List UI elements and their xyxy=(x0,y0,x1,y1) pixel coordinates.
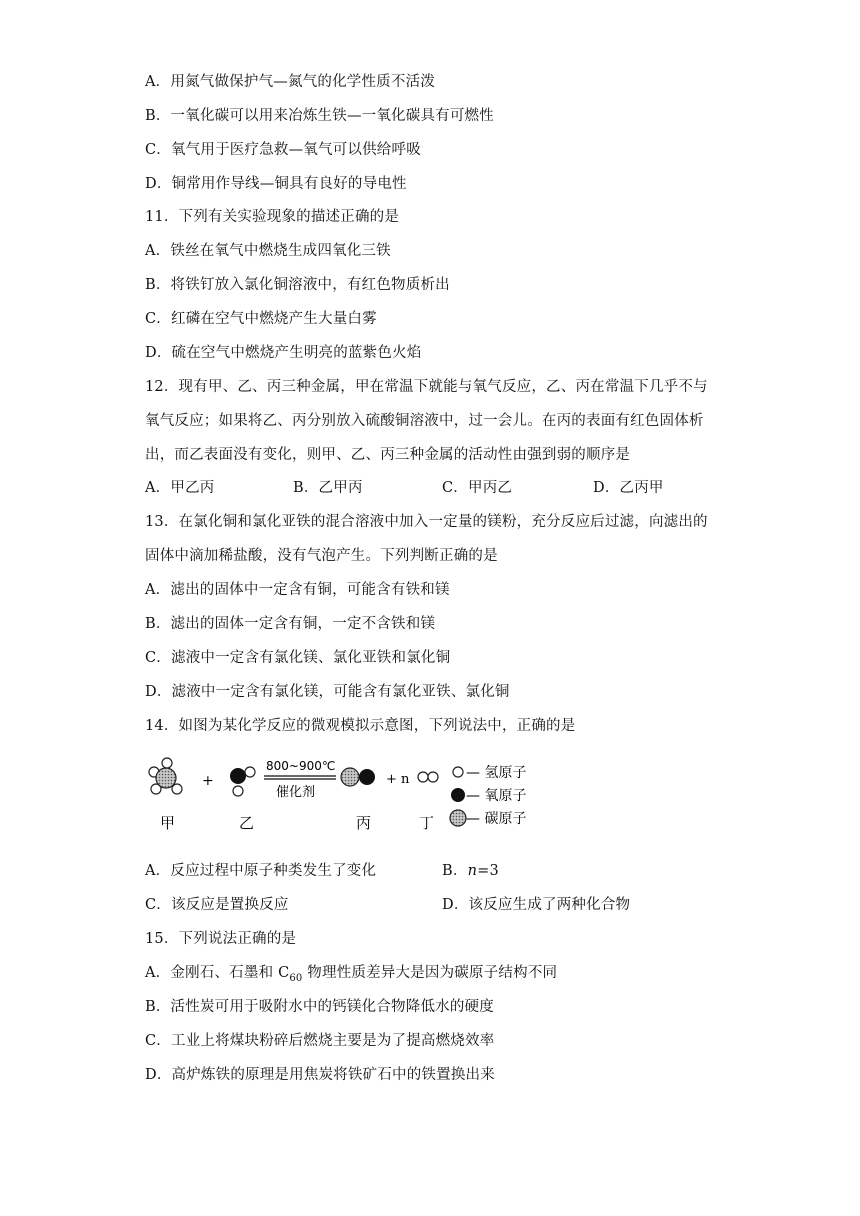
reaction-condition-temperature: 800~900℃ xyxy=(266,759,336,773)
q14-option-b xyxy=(442,861,499,881)
q15-option-a-suffix: 物理性质差异大是因为碳原子结构不同 xyxy=(302,965,558,981)
q13-option-a: A．滤出的固体中一定含有铜，可能含有铁和镁 xyxy=(145,582,450,598)
q12-stem-line-3: 出，而乙表面没有变化，则甲、乙、丙三种金属的活动性由强到弱的顺序是 xyxy=(145,447,631,463)
q11-option-d: D．硫在空气中燃烧产生明亮的蓝紫色火焰 xyxy=(145,345,422,361)
q13-option-c: C．滤液中一定含有氯化镁、氯化亚铁和氯化铜 xyxy=(145,650,451,666)
reaction-condition-catalyst: 催化剂 xyxy=(276,785,316,800)
q13-stem-line-1: 13．在氯化铜和氯化亚铁的混合溶液中加入一定量的镁粉，充分反应后过滤，向滤出的 xyxy=(145,514,708,530)
label-jia: 甲 xyxy=(160,814,176,832)
q15-option-d: D．高炉炼铁的原理是用焦炭将铁矿石中的铁置换出来 xyxy=(145,1067,495,1083)
q14-option-b-prefix: B． xyxy=(442,863,468,879)
q10-option-c: C．氧气用于医疗急救—氧气可以供给呼吸 xyxy=(145,142,421,158)
q10-option-b: B．一氧化碳可以用来冶炼生铁—一氧化碳具有可燃性 xyxy=(145,108,494,124)
q14-option-d: D．该反应生成了两种化合物 xyxy=(442,897,631,913)
label-bing: 丙 xyxy=(356,814,372,832)
q14-stem: 14．如图为某化学反应的微观模拟示意图，下列说法中，正确的是 xyxy=(145,718,576,734)
molecule-yi xyxy=(230,767,255,796)
q10-option-a: A．用氮气做保护气—氮气的化学性质不活泼 xyxy=(145,74,435,90)
q11-option-b: B．将铁钉放入氯化铜溶液中，有红色物质析出 xyxy=(145,277,450,293)
legend-oxygen-label: — 氧原子 xyxy=(466,788,527,804)
q14-option-b-suffix: =3 xyxy=(477,863,499,879)
q15-option-a xyxy=(145,963,557,989)
plus-sign-1: + xyxy=(202,773,214,789)
q15-option-a-prefix: A．金刚石、石墨和 C xyxy=(145,965,290,981)
q12-option-b: B．乙甲丙 xyxy=(293,480,363,496)
q13-stem-line-2: 固体中滴加稀盐酸，没有气泡产生。下列判断正确的是 xyxy=(145,548,498,564)
q14-option-c: C．该反应是置换反应 xyxy=(145,897,289,913)
molecule-ding xyxy=(418,772,438,782)
diagram-legend xyxy=(450,765,526,827)
plus-n-coefficient: + n xyxy=(386,772,410,787)
q12-stem-line-1: 12．现有甲、乙、丙三种金属，甲在常温下就能与氧气反应，乙、丙在常温下几乎不与 xyxy=(145,379,708,395)
q11-stem: 11．下列有关实验现象的描述正确的是 xyxy=(145,209,400,225)
q10-option-d: D．铜常用作导线—铜具有良好的导电性 xyxy=(145,176,407,192)
q12-option-d: D．乙丙甲 xyxy=(593,480,664,496)
q15-option-a-subscript: 60 xyxy=(289,972,303,984)
label-ding: 丁 xyxy=(419,814,435,832)
reaction-diagram-svg xyxy=(140,752,560,842)
q13-option-d: D．滤液中一定含有氯化镁，可能含有氯化亚铁、氯化铜 xyxy=(145,684,510,700)
q14-option-b-variable: n xyxy=(467,863,478,879)
hydrogen-atom-legend-icon xyxy=(453,767,463,777)
q11-option-a: A．铁丝在氧气中燃烧生成四氧化三铁 xyxy=(145,243,391,259)
legend-carbon-label: — 碳原子 xyxy=(466,811,527,827)
label-yi: 乙 xyxy=(239,814,255,832)
legend-hydrogen-label: — 氢原子 xyxy=(466,765,527,781)
oxygen-atom-legend-icon xyxy=(451,788,465,802)
q14-option-a: A．反应过程中原子种类发生了变化 xyxy=(145,863,377,879)
q12-stem-line-2: 氧气反应；如果将乙、丙分别放入硫酸铜溶液中，过一会儿。在丙的表面有红色固体析 xyxy=(145,413,704,429)
q15-option-b: B．活性炭可用于吸附水中的钙镁化合物降低水的硬度 xyxy=(145,999,494,1015)
reaction-diagram xyxy=(140,752,560,842)
q15-option-c: C．工业上将煤块粉碎后燃烧主要是为了提高燃烧效率 xyxy=(145,1033,495,1049)
q12-option-a: A．甲乙丙 xyxy=(145,480,215,496)
carbon-atom-legend-icon xyxy=(450,810,466,826)
molecule-jia xyxy=(149,758,182,794)
q11-option-c: C．红磷在空气中燃烧产生大量白雾 xyxy=(145,311,377,327)
q12-option-c: C．甲丙乙 xyxy=(442,480,513,496)
molecule-bing xyxy=(341,768,375,786)
q13-option-b: B．滤出的固体一定含有铜，一定不含铁和镁 xyxy=(145,616,436,632)
q15-stem: 15．下列说法正确的是 xyxy=(145,931,297,947)
